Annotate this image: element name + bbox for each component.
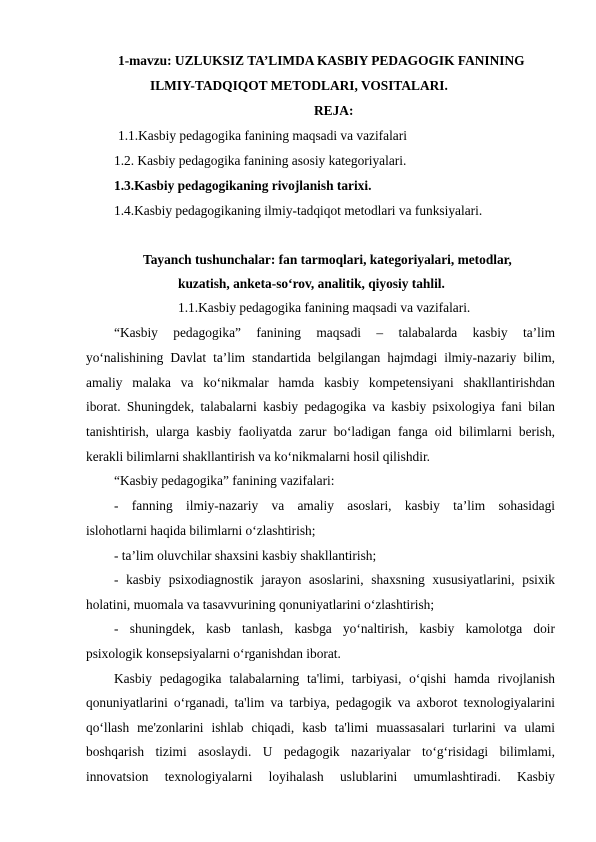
body-line-3: amaliy malaka va ko‘nikmalar hamda kasbiy kompetensiyani shakllantirishdan — [86, 375, 555, 390]
body-line-10: - ta’lim oluvchilar shaxsini kasbiy shakllantirish; — [114, 548, 377, 563]
plan-item-4: 1.4.Kasbiy pedagogikaning ilmiy-tadqiqot metodlari va funksiyalari. — [114, 203, 483, 218]
body-line-12: holatini, muomala va tasavvurining qonuniyatlarini o‘zlashtirish; — [86, 597, 435, 612]
body-line-17: qo‘llash me'zonlarini ishlab chiqadi, kasb ta'limi muassasalari turlarini va ulami — [86, 720, 555, 735]
plan-heading: REJA: — [314, 103, 354, 118]
body-line-11: - kasbiy psixodiagnostik jarayon asoslarini, shaxsning xususiyatlarini, psixik — [114, 572, 555, 587]
body-line-15: Kasbiy pedagogika talabalarning ta'limi, tarbiyasi, o‘qishi hamda rivojlanish — [114, 671, 555, 686]
body-line-1: “Kasbiy pedagogika” fanining maqsadi – talabalarda kasbiy ta’lim — [114, 325, 555, 340]
body-line-5: tanishtirish, ularga kasbiy faoliyatda zarur bo‘ladigan fanga oid bilimlarni berish, — [86, 424, 555, 439]
body-line-7: “Kasbiy pedagogika” fanining vazifalari: — [114, 473, 335, 488]
section-title: 1.1.Kasbiy pedagogika fanining maqsadi va vazifalari. — [178, 300, 471, 315]
body-line-14: psixologik konsepsiyalarni o‘rganishdan iborat. — [86, 646, 341, 661]
body-line-8: - fanning ilmiy-nazariy va amaliy asoslari, kasbiy ta’lim sohasidagi — [114, 498, 555, 513]
plan-item-3: 1.3.Kasbiy pedagogikaning rivojlanish tarixi. — [114, 178, 372, 193]
topic-title-line2: ILMIY-TADQIQOT METODLARI, VOSITALARI. — [150, 78, 448, 93]
body-line-6: kerakli bilimlarni shakllantirish va ko‘nikmalarni hosil qilishdir. — [86, 449, 431, 464]
plan-item-2: 1.2. Kasbiy pedagogika fanining asosiy kategoriyalari. — [114, 153, 407, 168]
topic-title-line1: 1-mavzu: UZLUKSIZ TA’LIMDA KASBIY PEDAGOGIK FANINING — [118, 53, 525, 68]
body-line-18: boshqarish tizimi asoslaydi. U pedagogik nazariyalar to‘g‘risidagi bilimlami, — [86, 744, 555, 759]
plan-item-1: 1.1.Kasbiy pedagogika fanining maqsadi va vazifalari — [118, 128, 407, 143]
keywords-line2: kuzatish, anketa-so‘rov, analitik, qiyosiy tahlil. — [178, 276, 445, 291]
body-line-13: - shuningdek, kasb tanlash, kasbga yo‘naltirish, kasbiy kamolotga doir — [114, 621, 555, 636]
body-line-2: yo‘nalishining Davlat ta’lim standartida belgilangan hajmdagi ilmiy-nazariy bilim, — [86, 350, 555, 365]
body-line-9: islohotlarni haqida bilimlarni o‘zlashtirish; — [86, 523, 316, 538]
body-line-19: innovatsion texnologiyalarni loyihalash uslublarini umumlashtiradi. Kasbiy — [86, 769, 555, 784]
body-line-4: iborat. Shuningdek, talabalarni kasbiy pedagogika va kasbiy psixologiya fani bilan — [86, 399, 555, 414]
keywords-line1: Tayanch tushunchalar: fan tarmoqlari, kategoriyalari, metodlar, — [143, 252, 512, 267]
body-line-16: qonuniyatlarini o‘rganadi, ta'lim va tarbiya, pedagogik va axborot texnologiyalarini — [86, 695, 555, 710]
